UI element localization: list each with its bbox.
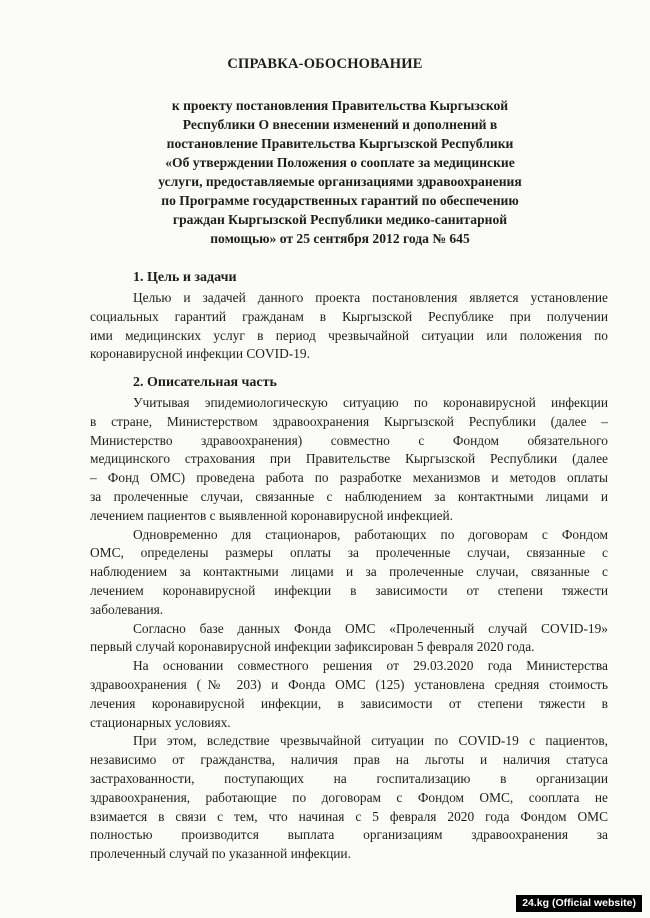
paragraph	[90, 394, 608, 526]
text-line: Учитывая эпидемиологическую ситуацию по коронавирусной инфекции	[133, 395, 608, 410]
text-line: ОМС, определены размеры оплаты за пролеченные случаи, связанные с	[90, 545, 608, 561]
paragraph	[90, 526, 608, 620]
subtitle-line: Республики О внесении изменений и дополнений в	[182, 117, 498, 132]
subtitle-line: по Программе государственных гарантий по обеспечению	[161, 193, 519, 208]
paragraph	[90, 620, 608, 658]
text-line: лечением пациентов с выявленной коронавирусной инфекцией.	[90, 507, 454, 523]
text-line: полностью производится выплата организациям здравоохранения за	[90, 827, 608, 843]
text-line: Министерство здравоохранения) совместно с Фондом обязательного	[90, 432, 608, 448]
source-watermark: 24.kg (Official website)	[516, 895, 642, 912]
text-line: лечением коронавирусной инфекции в зависимости от степени тяжести	[90, 582, 608, 598]
subtitle-line: «Об утверждении Положения о сооплате за медицинские	[165, 155, 515, 170]
text-line: социальных гарантий гражданам в Кыргызской Республике при получении	[90, 308, 608, 324]
section-2-body	[90, 394, 608, 864]
text-line: в стране, Министерством здравоохранения Кыргызской Республики (далее –	[90, 413, 608, 429]
text-line: за пролеченные случаи, связанные с наблюдением за контактными лицами и	[90, 488, 608, 504]
text-line: медицинского страхования при Правительстве Кыргызской Республики (далее	[90, 451, 608, 467]
text-line: ими медицинских услуг в период чрезвычайной ситуации или положения по	[90, 327, 608, 343]
subtitle-line: граждан Кыргызской Республики медико-санитарной	[172, 212, 508, 227]
text-line: пролеченный случай по указанной инфекции.	[90, 846, 351, 862]
subtitle-line: к проекту постановления Правительства Кыргызской	[171, 98, 509, 113]
paragraph	[90, 732, 608, 864]
subtitle-line: постановление Правительства Кыргызской Республики	[166, 136, 514, 151]
text-line: – Фонд ОМС) проведена работа по разработке механизмов и методов оплаты	[90, 470, 608, 486]
text-line: Одновременно для стационаров, работающих по договорам с Фондом	[133, 526, 608, 542]
text-line: коронавирусной инфекции COVID-19.	[90, 346, 310, 362]
text-line: При этом, вследствие чрезвычайной ситуации по COVID-19 с пациентов,	[133, 733, 608, 749]
text-line: наблюдением за контактными лицами и за пролеченные случаи, связанные с	[90, 564, 608, 580]
text-line: независимо от гражданства, наличия прав на льготы и наличия статуса	[90, 752, 608, 768]
text-line: лечения коронавирусной инфекции, в зависимости от степени тяжести в	[90, 695, 608, 711]
section-2-heading: 2. Описательная часть	[133, 375, 277, 390]
subtitle-line: услуги, предоставляемые организациями здравоохранения	[158, 174, 522, 189]
text-line: здравоохранения, работающие по договорам с Фондом ОМС, сооплата не	[90, 789, 608, 805]
section-1-heading: 1. Цель и задачи	[133, 270, 237, 285]
text-line: Согласно базе данных Фонда ОМС «Пролеченный случай COVID-19»	[133, 620, 608, 636]
text-line: заболевания.	[90, 601, 164, 617]
section-1-paragraph	[90, 289, 608, 364]
document-title: СПРАВКА-ОБОСНОВАНИЕ	[227, 56, 423, 72]
paragraph	[90, 657, 608, 732]
text-line: Целью и задачей данного проекта постановления является установление	[133, 290, 608, 305]
text-line: здравоохранения (№ 203) и Фонда ОМС (125) установлена средняя стоимость	[90, 676, 608, 692]
document-subtitle	[130, 96, 550, 248]
text-line: стационарных условиях.	[90, 714, 231, 730]
text-line: взимается в связи с тем, что начиная с 5 февраля 2020 года Фондом ОМС	[90, 808, 608, 824]
text-line: На основании совместного решения от 29.03.2020 года Министерства	[133, 658, 608, 674]
subtitle-line: помощью» от 25 сентября 2012 года № 645	[210, 231, 470, 246]
text-line: первый случай коронавирусной инфекции зафиксирован 5 февраля 2020 года.	[90, 639, 535, 655]
text-line: застрахованности, поступающих на госпитализацию в организации	[90, 770, 608, 786]
